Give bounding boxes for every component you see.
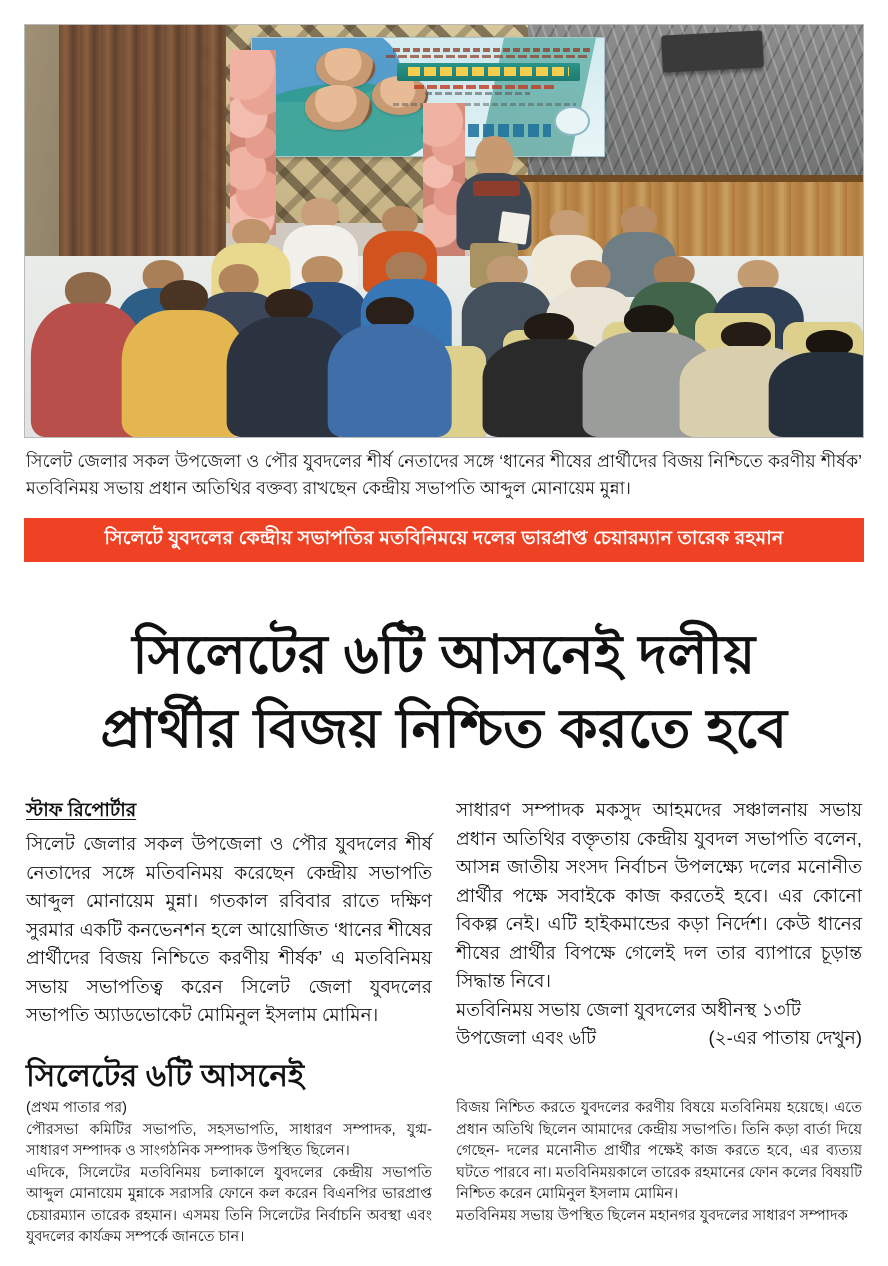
banner-text-line-2 (386, 55, 590, 59)
banner-subtitle-2 (425, 92, 531, 95)
speaker-box (661, 31, 763, 73)
person-front-1 (42, 272, 134, 437)
jump-column-left (26, 1098, 432, 1266)
article-photo (24, 24, 864, 438)
banner-subtitle-3 (393, 103, 576, 106)
headline-line-2: প্রার্থীর বিজয় নিশ্চিত করতে হবে (100, 699, 788, 760)
banner-portrait-1 (316, 48, 376, 88)
right-column-fade (456, 1250, 862, 1266)
article-paragraph-right-2-text: মতবিনিময় সভায় জেলা যুবদলের অধীনস্থ ১৩টি উপজেলা এবং ৬টি (456, 998, 801, 1048)
jump-paragraph-left-2: এদিকে, সিলেটের মতবিনিময় চলাকালে যুবদলের কেন্দ্রীয় সভাপতি আব্দুল মোনায়েম মুন্নাকে সরাসরি ফোনে কল করেন বিএনপির ভারপ্রাপ্ত চেয়ারম্যান তারেক রহমান। এসময় তিনি সিলেটের নির্বাচনি অবস্থা এবং যুবদলের কার্যক্রম সম্পর্কে জানতে চান। (26, 1164, 432, 1245)
byline: স্টাফ রিপোর্টার (26, 800, 137, 821)
jump-columns (26, 1098, 862, 1266)
person-front-2 (134, 280, 235, 437)
article-paragraph-right-1: সাধারণ সম্পাদক মকসুদ আহমদের সঞ্চালনায় সভায় প্রধান অতিথির বক্তৃতায় কেন্দ্রীয় যুবদল সভাপতি বলেন, আসন্ন জাতীয় সংসদ নির্বাচন উপলক্ষ্যে দলের মনোনীত প্রার্থীর পক্ষে সবাইকে কাজ করতেই হবে। এর কোনো বিকল্প নেই। এটি হাইকমান্ডের কড়া নির্দেশ। কেউ ধানের শীষের প্রার্থীর বিপক্ষে গেলেই দল তার ব্যাপারে চূড়ান্ত সিদ্ধান্ত নিবে। (456, 799, 862, 991)
left-column-fade (26, 1250, 432, 1266)
article-column-right (456, 796, 862, 1053)
banner-sponsor-name (453, 124, 552, 137)
jump-paragraph-right-2: মতবিনিময় সভায় উপস্থিত ছিলেন মহানগর যুবদলের সাধারণ সম্পাদক (456, 1207, 848, 1224)
continued-from-note: (প্রথম পাতার পর) (26, 1100, 127, 1116)
main-headline (24, 618, 864, 766)
photo-caption: সিলেট জেলার সকল উপজেলা ও পৌর যুবদলের শীর্ষ নেতাদের সঙ্গে ‘ধানের শীষের প্রার্থীদের বিজয় নিশ্চিতে করণীয় শীর্ষক’ মতবিনিময় সভায় প্রধান অতিথির বক্তব্য রাখছেন কেন্দ্রীয় সভাপতি আব্দুল মোনায়েম মুন্না। (26, 451, 862, 498)
article-paragraph-right-2 (456, 996, 862, 1053)
person-front-4 (339, 297, 440, 437)
banner-portrait-3 (372, 76, 428, 115)
photo-scene (25, 25, 863, 437)
kicker-strap (24, 518, 864, 562)
banner-seal-icon (554, 106, 590, 136)
person-front-3 (239, 289, 340, 437)
banner-title-block (397, 63, 580, 81)
kicker-strap-text: সিলেটে যুবদলের কেন্দ্রীয় সভাপতির মতবিনিময়ে দলের ভারপ্রাপ্ত চেয়ারম্যান তারেক রহমান (104, 528, 784, 549)
banner-subtitle-1 (414, 85, 555, 89)
article-paragraph-left: সিলেট জেলার সকল উপজেলা ও পৌর যুবদলের শীর্ষ নেতাদের সঙ্গে মতিবনিময় করেছেন কেন্দ্রীয় সভাপতি আব্দুল মোনায়েম মুন্না। গতকাল রবিবার রাতে দক্ষিণ সুরমার একটি কনভেনশন হলে আয়োজিত ‘ধানের শীষের প্রার্থীদের বিজয় নিশ্চিতে করণীয় শীর্ষক’ এ মতবিনিময় সভায় সভাপতিত্ব করেন সিলেট জেলা যুবদলের সভাপতি অ্যাডভোকেট মোমিনুল ইসলাম মোমিন। (26, 833, 432, 1025)
jump-paragraph-right-1: বিজয় নিশ্চিত করতে যুবদলের করণীয় বিষয়ে মতবিনিময় হয়েছে। এতে প্রধান অতিথি ছিলেন আমাদের কেন্দ্রীয় সভাপতি। তিনি কড়া বার্তা দিয়ে গেছেন- দলের মনোনীত প্রার্থীর পক্ষেই কাজ করতে হবে, এর ব্যত্যয় ঘটতে পারবে না। মতবিনিময়কালে তারেক রহমানের ফোন কলের বিষয়টি নিশ্চিত করেন মোমিনুল ইসলাম মোমিন। (456, 1100, 862, 1202)
headline-line-1: সিলেটের ৬টি আসনেই দলীয় (132, 625, 756, 686)
curtain (59, 25, 227, 272)
jump-section (26, 1056, 862, 1266)
jump-reference: (২-এর পাতায় দেখুন) (708, 1027, 862, 1048)
banner-portrait-2 (305, 85, 372, 130)
flower-decoration-left (230, 50, 276, 235)
jump-paragraph-left-1: পৌরসভা কমিটির সভাপতি, সহসভাপতি, সাধারণ সম্পাদক, যুগ্ম-সাধারণ সম্পাদক ও সাংগঠনিক সম্পাদক উপস্থিত ছিলেন। (26, 1121, 432, 1159)
banner-text-line-1 (393, 48, 590, 53)
person-front-8 (779, 330, 863, 437)
jump-column-right (456, 1098, 862, 1266)
article-columns (26, 796, 862, 1053)
article-column-left (26, 796, 432, 1030)
jump-headline: সিলেটের ৬টি আসনেই (26, 1058, 305, 1093)
